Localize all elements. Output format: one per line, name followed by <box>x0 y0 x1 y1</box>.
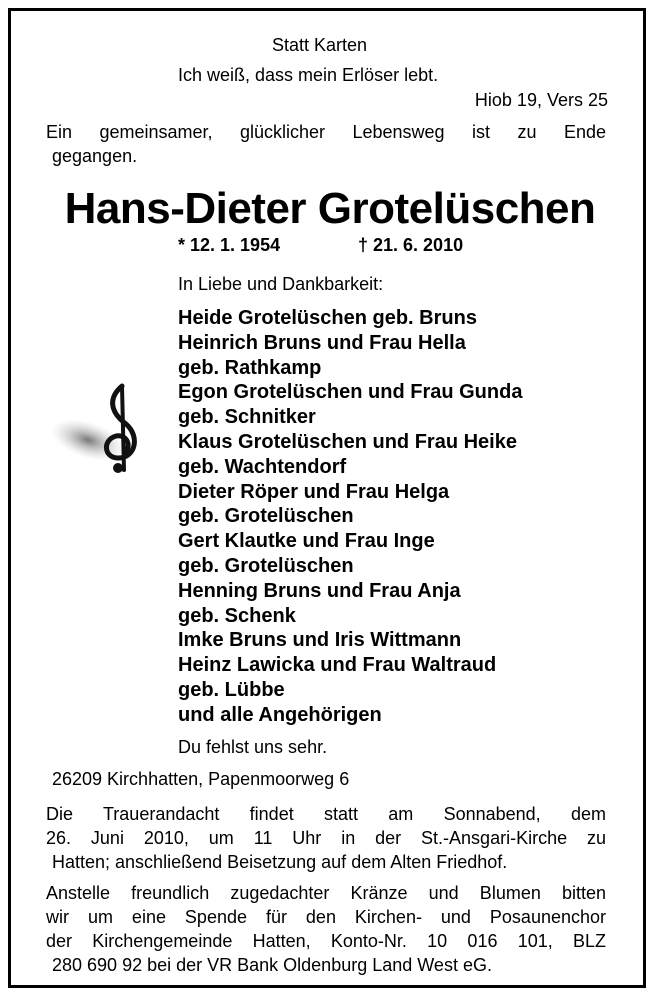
list-item: Dieter Röper und Frau Helga <box>178 480 450 503</box>
deceased-name: Hans-Dieter Grotelüschen <box>64 184 596 233</box>
list-item: Klaus Grotelüschen und Frau Heike <box>178 430 517 453</box>
intro-line-1: Ein gemeinsamer, glücklicher Lebensweg ist zu Ende <box>46 122 606 142</box>
list-item: Heinrich Bruns und Frau Hella <box>178 331 466 354</box>
list-item: geb. Wachtendorf <box>178 455 347 478</box>
bible-verse: Ich weiß, dass mein Erlöser lebt. <box>178 65 439 85</box>
treble-clef-icon <box>48 378 158 478</box>
mourners-list <box>178 306 522 728</box>
list-item: geb. Lübbe <box>178 678 285 701</box>
list-item: geb. Grotelüschen <box>178 505 354 528</box>
list-item: geb. Schenk <box>178 604 296 627</box>
address: 26209 Kirchhatten, Papenmoorweg 6 <box>52 769 350 789</box>
birth-date: * 12. 1. 1954 <box>178 235 281 255</box>
list-item: geb. Rathkamp <box>178 356 322 379</box>
verse-reference: Hiob 19, Vers 25 <box>474 90 608 110</box>
donation-line-3: der Kirchengemeinde Hatten, Konto-Nr. 10 016 101, BLZ <box>46 931 606 951</box>
death-date: † 21. 6. 2010 <box>358 235 464 255</box>
service-line-3: Hatten; anschließend Beisetzung auf dem Alten Friedhof. <box>52 852 508 872</box>
list-item: geb. Grotelüschen <box>178 554 354 577</box>
statt-karten: Statt Karten <box>272 35 368 55</box>
list-item: Imke Bruns und Iris Wittmann <box>178 629 462 652</box>
list-item: Egon Grotelüschen und Frau Gunda <box>178 381 523 404</box>
list-item: Henning Bruns und Frau Anja <box>178 579 461 602</box>
service-line-2: 26. Juni 2010, um 11 Uhr in der St.-Ansgari-Kirche zu <box>46 828 606 848</box>
closing-line: Du fehlst uns sehr. <box>178 737 328 757</box>
donation-line-2: wir um eine Spende für den Kirchen- und Posaunenchor <box>46 907 606 927</box>
list-item: Heinz Lawicka und Frau Waltraud <box>178 654 497 677</box>
donation-line-1: Anstelle freundlich zugedachter Kränze und Blumen bitten <box>46 883 606 903</box>
dedication: In Liebe und Dankbarkeit: <box>178 274 384 294</box>
list-item: und alle Angehörigen <box>178 703 382 726</box>
donation-line-4: 280 690 92 bei der VR Bank Oldenburg Land West eG. <box>52 955 492 975</box>
list-item: geb. Schnitker <box>178 406 316 429</box>
list-item: Heide Grotelüschen geb. Bruns <box>178 307 477 329</box>
service-line-1: Die Trauerandacht findet statt am Sonnabend, dem <box>46 804 606 824</box>
list-item: Gert Klautke und Frau Inge <box>178 530 435 553</box>
intro-line-2: gegangen. <box>52 146 138 166</box>
